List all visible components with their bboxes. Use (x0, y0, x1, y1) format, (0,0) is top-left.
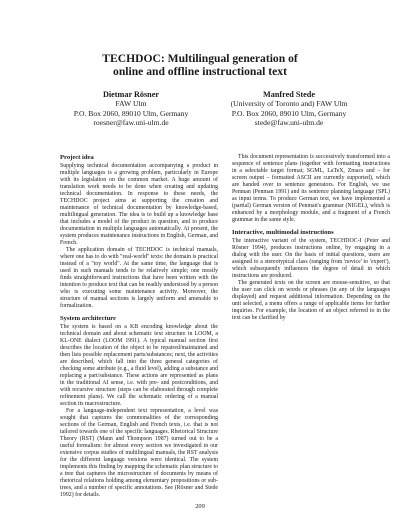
paragraph: Supplying technical documentation accompanying a product in multiple languages is a growing problem, particularly in Europe with its legislation on the common market. A huge amount of translation work needs to be done when creating and updating technical documentation. In response to these needs, the TECHDOC project aims at supporting the creation and maintenance of technical documentation by knowledge-based, multilingual generation. The idea is to build up a knowledge base that includes a model of the product in question, and to produce documentation in multiple languages automatically. At present, the system produces maintenance instructions in English, German, and French. (60, 163, 218, 246)
paragraph: The generated texts on the screen are mouse-sensitive, so that the user can click on words or phrases (in any of the languages displayed) and request additional information. Depending on the unit selected, a menu offers a range of applicable items for further inquiries. For example, the location of an object referred to in the text can be clarified by (232, 280, 390, 321)
author-name: Manfred Stede (263, 90, 315, 99)
author-name: Dietmar Rösner (102, 90, 159, 99)
author-address: P.O. Box 2060, 89010 Ulm, Germany (73, 108, 189, 118)
author-block (0, 90, 400, 146)
left-column (60, 154, 218, 499)
section-heading-project-idea: Project idea (60, 154, 94, 161)
author-1 (66, 90, 196, 128)
paper-title (0, 52, 400, 78)
title-line-1: TECHDOC: Multilingual generation of (102, 52, 298, 65)
paragraph: For a language-independent text representation, a level was sought that captures the commonalities of the corresponding sections of the German, English and French texts, i.e. that is not tailored towards one of the specific languages. Rhetorical Structure Theory (RST) (Mann and Thompson 1987) turned out to be a useful formalism: for almost every section we investigated in our extensive corpus studies of multilingual manuals, the RST analysis for the different language versions were identical. The system implements this finding by mapping the schematic plan structure to a tree that captures the microstructure of documents by means of rhetorical relations holding among elementary propositions or sub-trees, and a number of specific annotations. See (Rösner and Stede 1992) for details. (60, 408, 218, 498)
page-number: 209 (195, 503, 205, 510)
paragraph: The system is based on a KB encoding knowledge about the technical domain and about schematic text structure in LOOM, a KL-ONE dialect (LOOM 1991). A typical manual section first describes the location of the object to be repaired/maintained and then lists possible replacement parts/substances; next, the activities are described, which fall into the three general categories of checking some attribute (e.g., a fluid level), adding a substance and replacing a part/substance. These actions are represented as plans in the traditional AI sense, i.e. with pre- and postconditions, and with recursive structure (steps can be elaborated through complete refinement plans). We call the schematic ordering of a manual section its macrostructure. (60, 324, 218, 407)
author-affiliation: FAW Ulm (115, 99, 147, 109)
section-heading-system-architecture: System architecture (60, 315, 116, 322)
right-column (232, 154, 390, 322)
author-address: P.O. Box 2060, 89010 Ulm, Germany (231, 108, 347, 118)
paragraph: The interactive variant of the system, TECHDOC-I (Peter and Rösner 1994), produces instructions online, by engaging in a dialog with the user. On the basis of initial questions, users are assigned to a stereotypical class (ranging from 'novice' to 'expert'), which subsequently influences the degree of detail in which instructions are produced. (232, 238, 390, 279)
paragraph: The application domain of TECHDOC is technical manuals, where one has to do with "real-world" texts: the domain is practical instead of a "toy world". At the same time, the language that is used in such manuals tends to be relatively simple; one mostly finds straightforward instructions that have been written with the intention to produce text that can be readily understood by a person who is executing some maintenance activity. Moreover, the structure of manual sections is largely uniform and amenable to formalization. (60, 247, 218, 309)
author-2 (214, 90, 364, 128)
author-affiliation: (University of Toronto and) FAW Ulm (230, 99, 348, 109)
paragraph: This document representation is successively transformed into a sequence of sentence plans (together with formatting instructions in a selectable target format; SGML, LaTeX, Zmacs and – for screen output – formatted ASCII are currently supported), which are handed over to sentence generators. For English, we use Penman (Penman 1991) and its sentence planning language (SPL) as input terms. To produce German text, we have implemented a (partial) German version of Penman's grammar (NIGEL), which is enhanced by a morphology module, and a fragment of a French grammar in the same style. (232, 154, 390, 223)
section-heading-interactive: Interactive, multimodal instructions (232, 229, 334, 236)
title-line-2: online and offline instructional text (113, 65, 287, 78)
author-email: stede@faw.uni-ulm.de (254, 118, 324, 128)
author-email: roesner@faw.uni-ulm.de (93, 118, 169, 128)
